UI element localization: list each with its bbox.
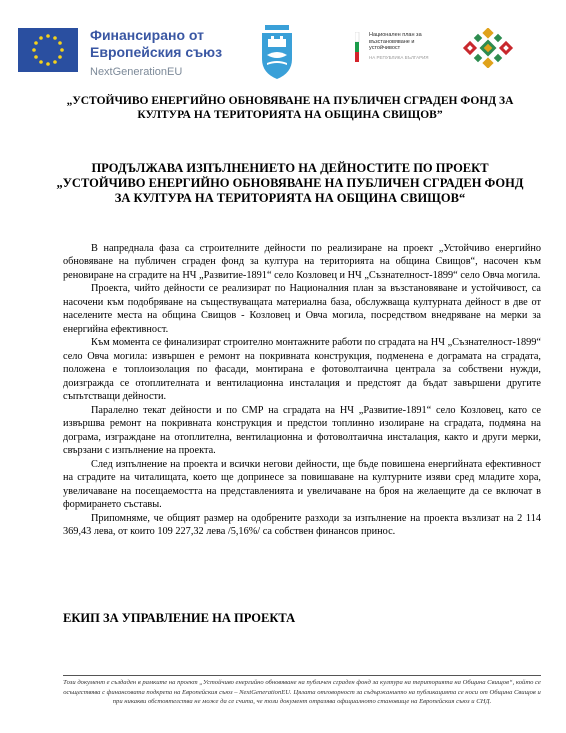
eu-logo-line3: NextGenerationEU [90,65,183,78]
article-title: ПРОДЪЛЖАВА ИЗПЪЛНЕНИЕТО НА ДЕЙНОСТИТЕ ПО ПРОЕКТ „УСТОЙЧИВО ЕНЕРГИЙНО ОБНОВЯВАНЕ НА ПУБЛИЧЕН СГРАДЕН ФОНД ЗА КУЛТУРА НА ТЕРИТОРИЯТА НА ОБЩИНА СВИЩОВ“ [56,161,524,205]
paragraph: Към момента се финализират строително монтажните работи по сградата на НЧ „Съзнателност-1899“ село Овча могила: извършен е ремонт на покривната конструкция, подменена е дограмата на сградата, положена е топлоизолация по фасади, монтирана е фотоволтаична централа за собствени нужди, доизгражда се отоплителната и вентилационна инсталация и предстоят да бъдат завършени другите съпътстващи дейности. [63,337,541,403]
municipality-coat-of-arms-icon [259,25,295,81]
eu-logo-line1: Финансирано от [90,27,204,43]
npvu-logo-icon [355,32,363,69]
paragraph: След изпълнение на проекта и всички негови дейности, ще бъде повишена енергийната ефективност на сградите на читалищата, което ще допринесе за повишаване на културните изяви сред младите хора, увеличаване на посещаемостта на представленията и увеличаване на броя на желаещите да се включат в формирането съставы. [63,458,541,511]
project-title-header: „УСТОЙЧИВО ЕНЕРГИЙНО ОБНОВЯВАНЕ НА ПУБЛИЧЕН СГРАДЕН ФОНД ЗА КУЛТУРА НА ТЕРИТОРИЯТА НА ОБЩИНА СВИЩОВ” [66,95,514,121]
paragraph: Паралелно текат дейности и по СМР на сградата на НЧ „Развитие-1891“ село Козловец, като се извършва ремонт на покривната конструкция и предстои топлинно изолиране на сградата, подмяна на дограма, изграждане на отоплителна, вентилационна и фотоволтаична инсталация, както и други мерки, свързани с изпълнение на проекта. [63,404,541,457]
bulgarian-ornament-icon [460,28,516,68]
eu-logo-line2: Европейския съюз [90,44,223,61]
paragraph: Проекта, чийто дейности се реализират по Националния план за възстановяване и устойчивост, са насочени към подобряване на съществуващата материална база, обслужваща културната дейност в две от населените места на община Свищов - Козловец и Овча могила, посредством внедряване на мерки за енергийна ефективност. [63,283,541,335]
paragraph: В напреднала фаза са строителните дейности по реализиране на проект „Устойчиво енергийно обновяване на публичен сграден фонд за култура на територията на община Свищов“, насочен към реновиране на сградите на НЧ „Развитие-1891“ село Козловец и НЧ „Съзнателност-1899“ село Овча могила. [63,243,541,281]
eu-funding-logo [18,28,222,78]
npvu-logo-subtext: НА РЕПУБЛИКА БЪЛГАРИЯ [369,54,429,60]
footer-divider [63,675,541,676]
article-body [63,242,541,539]
npvu-logo [355,32,429,69]
footer-disclaimer: Този документ е създаден в рамките на проект „Устойчиво енергийно обновяване на публичен сграден фонд за култура на територията на Община Свищов“, който се осъществява с финансовата подкрепа на Европейския съюз – NextGenerationEU. Цялата отговорност за съдържанието на публикацията се носи от Община Свищов и при никакви обстоятелства не може да се счита, че този документ отразява официалното становище на Европейския съюз и СНД. [63,679,541,706]
npvu-logo-text: Национален план за възстановяване и устойчивост [369,32,422,52]
eu-flag-icon [18,28,78,72]
team-heading: ЕКИП ЗА УПРАВЛЕНИЕ НА ПРОЕКТА [63,611,296,625]
paragraph: Припомняме, че общият размер на одобрените разходи за изпълнение на проекта възлизат на 2 114 369,43 лева, от които 109 227,32 лева /5,16%/ са собствен финансов принос. [63,512,541,538]
